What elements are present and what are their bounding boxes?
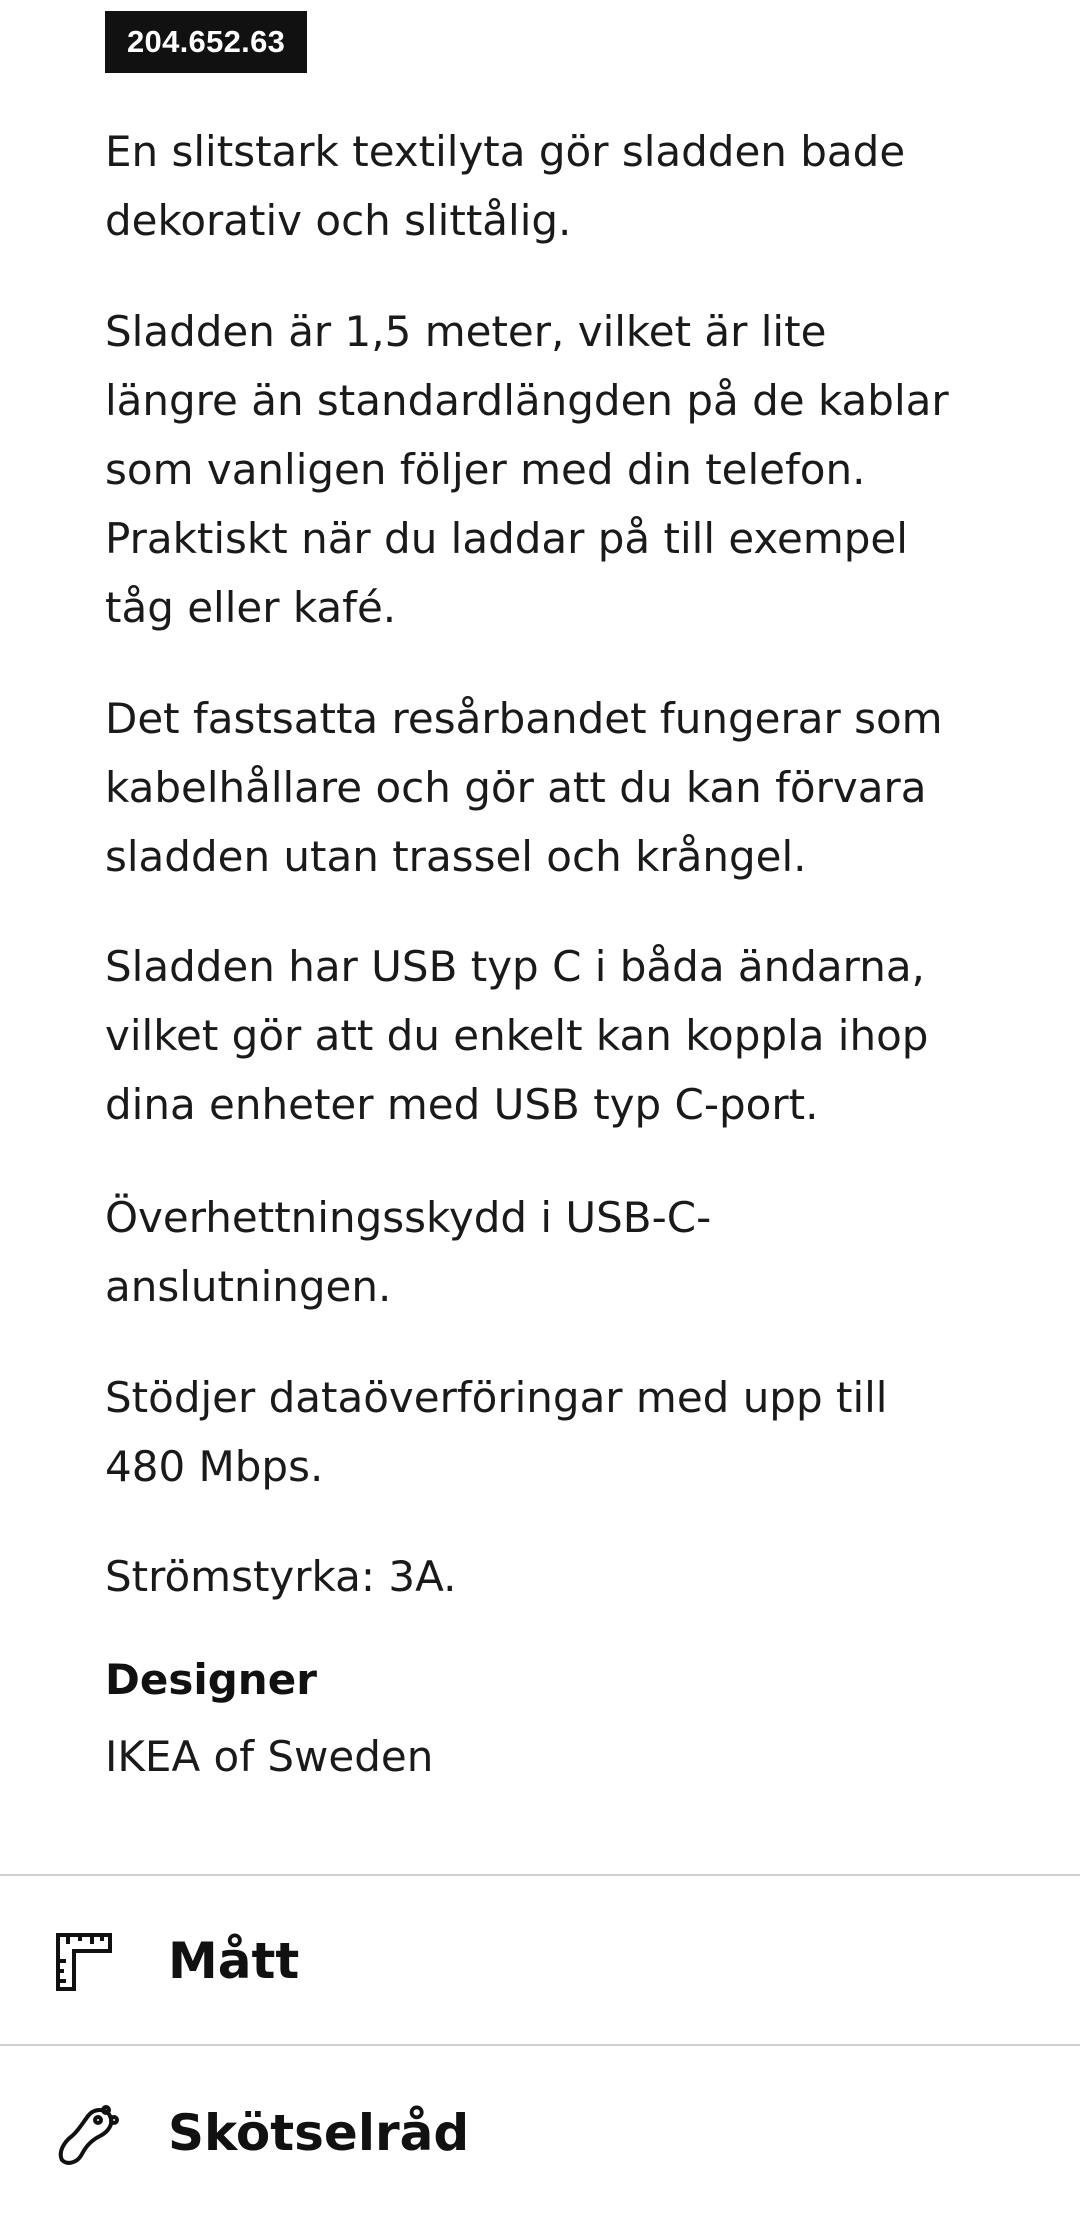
- description-paragraph-6: [105, 1363, 1005, 1501]
- designer-name: IKEA of Sweden: [105, 1732, 434, 1781]
- designer-label: Designer: [105, 1655, 317, 1704]
- paragraph-line: Det fastsatta resårbandet fungerar som: [105, 694, 943, 743]
- paragraph-line: kabelhållare och gör att du kan förvara: [105, 763, 927, 812]
- care-label: Skötselråd: [168, 2104, 470, 2162]
- description-paragraph-3: [105, 684, 1005, 891]
- description-paragraph-2: [105, 297, 1005, 642]
- paragraph-line: Strömstyrka: 3A.: [105, 1552, 457, 1601]
- measurements-label: Mått: [168, 1932, 300, 1990]
- description-paragraph-4: [105, 932, 1005, 1139]
- paragraph-line: Sladden är 1,5 meter, vilket är lite: [105, 307, 827, 356]
- paragraph-line: dekorativ och slittålig.: [105, 196, 572, 245]
- paragraph-line: sladden utan trassel och krångel.: [105, 832, 807, 881]
- paragraph-line: längre än standardlängden på de kablar: [105, 376, 949, 425]
- paragraph-line: Stödjer dataöverföringar med upp till: [105, 1373, 888, 1422]
- care-icon: [54, 2102, 116, 2164]
- paragraph-line: anslutningen.: [105, 1262, 392, 1311]
- paragraph-line: dina enheter med USB typ C-port.: [105, 1080, 819, 1129]
- paragraph-line: 480 Mbps.: [105, 1442, 324, 1491]
- ruler-icon: [54, 1931, 116, 1993]
- paragraph-line: vilket gör att du enkelt kan koppla ihop: [105, 1011, 929, 1060]
- paragraph-line: som vanligen följer med din telefon.: [105, 445, 866, 494]
- measurements-accordion[interactable]: [0, 1876, 1080, 2044]
- article-number-badge: 204.652.63: [105, 11, 307, 73]
- paragraph-line: Överhettningsskydd i USB-C-: [105, 1193, 712, 1242]
- paragraph-line: Praktiskt när du laddar på till exempel: [105, 514, 908, 563]
- paragraph-line: En slitstark textilyta gör sladden bade: [105, 127, 906, 176]
- description-paragraph-7: [105, 1542, 1005, 1611]
- care-accordion[interactable]: [0, 2046, 1080, 2214]
- paragraph-line: tåg eller kafé.: [105, 583, 397, 632]
- description-paragraph-1: [105, 117, 1005, 255]
- paragraph-line: Sladden har USB typ C i båda ändarna,: [105, 942, 925, 991]
- description-paragraph-5: [105, 1183, 1005, 1321]
